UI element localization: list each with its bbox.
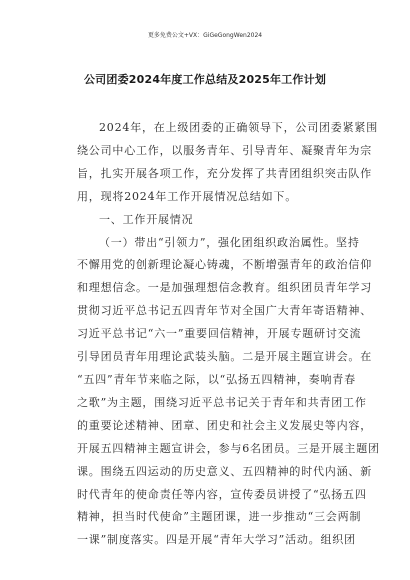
text-line: 一、工作开展情况	[99, 212, 194, 226]
document-body	[77, 117, 380, 552]
text-line: 之歌”为主题，围绕习近平总书记关于青年和共青团工作	[77, 395, 367, 409]
text-line: 的重要论述精神、团章、团史和社会主义发展史等内容，	[77, 418, 372, 432]
text-line: 引导团员青年用理论武装头脑。二是开展主题宣讲会。在	[77, 350, 372, 364]
header-note: 更多免费公文+VX：GiGeGongWen2024	[147, 32, 263, 39]
text-line: 精神，担当时代使命”主题团课，进一步推动“三会两制	[77, 510, 362, 524]
text-line: 习近平总书记“六一”重要回信精神，开展专题研讨交流	[77, 327, 362, 341]
text-line: 时代青年的使命责任等内容，宣传委员讲授了“弘扬五四	[77, 487, 367, 501]
text-line: 绕公司中心工作，以服务青年、引导青年、凝聚青年为宗	[77, 143, 372, 157]
paragraph-section-1	[77, 232, 380, 553]
text-line: 2024年，在上级团委的正确领导下，公司团委紧紧围	[99, 121, 378, 134]
text-line: 用，现将2024年工作开展情况总结如下。	[77, 189, 297, 203]
text-line: 旨，扎实开展各项工作，充分发挥了共青团组织突击队作	[77, 166, 372, 180]
document-title: 公司团委2024年度工作总结及2025年工作计划	[83, 73, 327, 86]
section-heading	[77, 209, 338, 232]
text-line: 贯彻习近平总书记五四青年节对全国广大青年寄语精神、	[77, 304, 372, 318]
text-line: 一课”制度落实。四是开展“青年大学习”活动。组织团	[77, 533, 356, 547]
text-line: 开展五四精神主题宣讲会，参与6名团员。三是开展主题团	[77, 441, 380, 455]
paragraph-intro	[77, 117, 378, 209]
text-line: 不懈用党的创新理论凝心铸魂，不断增强青年的政治信仰	[77, 258, 372, 272]
text-line: “五四”青年节来临之际，以“弘扬五四精神，奏响青春	[77, 372, 356, 386]
text-line: 课。围绕五四运动的历史意义、五四精神的时代内涵、新	[77, 464, 372, 478]
text-line: （一）带出“引领力”，强化团组织政治属性。坚持	[99, 235, 360, 249]
text-line: 和理想信念。一是加强理想信念教育。组织团员青年学习	[77, 281, 372, 295]
